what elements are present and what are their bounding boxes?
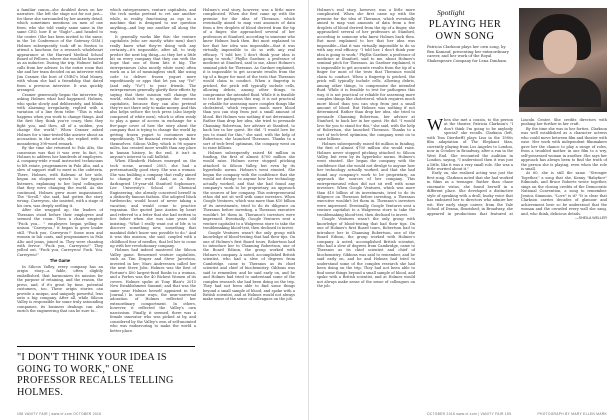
paragraph: By the time she was in her forties, Clarkson was well established as a character actress who could move between film and theater with ease. Her work with independent filmmakers gave her the chance to play a range of roles, from a troubled mother in one film to a wry, self-possessed woman in another. She says her approach has always been to find the truth of the person she is playing, even when the role is small. (521, 126, 607, 171)
paragraph: When Elizabeth Holmes emerged on the tech scene, around 2003, she had a preternaturally good story. She was a woman. She was building a company that really aimed to change the world. And, as a then-darlingried 19-year-old Stanford Sophomore, Lee University's School of Chemical Engineering, she already conceived herself in a distinctly famous fashion. She adopted black turtlenecks; would boast of never taking a vacation; and would come to practice veganism. She quoted Jane Austen by heart and referred to a letter that she had written to her father when she was nine years old insisting, "What I really want out of life is to discover something new, something that mankind didn't know was possible to do." And it was this mission, she said, coupled with a childhood fear of needles, that led her to come up with her revolutionary company. (110, 159, 196, 249)
paragraph: It generally works like this: the venture capitalists (who are mostly white men) don't really know what they're doing with any certainty—it's impossible, after all, to truly predict the next big thing—so they bet a little bit on every company that they can with the hope that one of them hits it big. The entrepreneurs (also mostly white men) often work on a lot of meaningless stuff, like using code to deliver frozen yogurt more expeditiously or apps that let you say "Yo!" (and only "Yo!") to your friends. The entrepreneurs generally glorify their efforts by saying that their mission will change the world, which tends to appease the venture capitalists, because they can also pretend they're not there only to make money. And this also helps seduce the tech press (also largely composed of white men), which is often ready to play a game of access in exchange for a five-page cover of how the story about the company that is trying to change the world by getting frozen yogurt to customers more expeditiously. The financial rewards speak for themselves. Silicon Valley, which is 98 square miles, has created more wealth than any place in human history. In the end, it isn't in anyone's interest to call bullshit. (110, 34, 196, 159)
article-column-4 (317, 8, 415, 413)
subhead: The Game (49, 258, 71, 264)
paragraph: By the time she returned to Palo Alto, the consensus was that it was over. In fact, to Holmes to address her hundreds of employees. A company-wide e-mail instructed technicians to lift estate, programmers in Palo Alto, and a slew of support staff to meet in the cafeteria. There, Holmes, with Balwani at her side, began an eloquent speech to her typical listeners, explaining to her loyal colleagues that they were changing the world. As she continued, Holmes grew more impassioned. The "Scroll," she said, had gotten the story wrong. Carreyrou, she insisted, with a stage of his own, was deeply rattling it. (17, 146, 103, 208)
paragraph: Early on, she realized acting was just the first song. Clarkson noted that she had worked in films as a teenager. Rather than chase cinematic vistas, she found herself in a different place. She developed a distinctive style of speaking with a droll, husky voice that has endeared her to directors who admire her wit. Her early stage career, from the Yale School of Drama, flourished; in Broadway, she appeared in productions that featured at Lincoln Center. She credits directors with pushing her further in her craft. (427, 118, 607, 216)
article-column-2 (110, 8, 196, 338)
drop-cap: W (427, 118, 444, 134)
byline: —SHEILA WELLER (575, 215, 607, 220)
portrait-face (543, 30, 577, 74)
right-page (308, 0, 616, 420)
paragraph: Google Ventures wasn't the only group with knowledge of blood-testing that had their tips. On one of Holmes's first Board tours, Robertson had to introduce her to Channing Robertson, one of the Board Edison, the group worked with Holmes's company. A noted, accomplished British scientist, who had a slew of degrees from Cambridge, came to Theranos as its chief scientist and chief of biochemistry. Gibbons was said to remember, and he said early on, and he and Holmes had tried to understand some of the complex research she had been doing on the trip. They had not been able to find some things beyond a small sample of blood, and spoke with a British scientist, and at Holmes would not always make sense of the sense of colleagues on the job. (317, 217, 415, 289)
paragraph: Holmes subsequently raised $6 million in funding, the first of almost $700 million she would raise. Holmes never stopped pitching attached to Silicon Valley, but even by its hyperbolic norms. Holmes's went stunted. She began the company with the confidence that she would not divulge to anyone how her technology actually worked, and that she had found any company's work to be proprietary, an approach the sources of her company. This entrepreneurial ethos did not sit well with some investors. When Google Ventures, which was more than $10 billion of its investments, tried to do its diligence on Theranos before investing, a Theranos executive wouldn't let them in. Theranos's investors were impressed. Eventually, Google Ventures sent a venture capitalist to a Walgreens store to take the troublemaking blood-test, then declined to invest. (317, 141, 415, 217)
paragraph: Holmes subsequently raised $6 million in funding, the first of almost $700 million she would raise. Holmes never stopped pitching attached to Silicon Valley, but even by its hyperbolic norms. Holmes's went stunted. She began the company with the confidence that she would not divulge to anyone how her technology actually worked, and that she had found any company's work to be proprietary, an approach the sources of her company. This entrepreneurial ethos did not sit well with some investors. When Google Ventures, which was more than $10 billion of its investments, tried to do its diligence on Theranos before investing, a Theranos executive wouldn't let them in. Theranos's investors were impressed. Eventually, Google Ventures sent a venture capitalist to a Walgreens store to take the troublemaking blood-test, then declined to invest. (203, 150, 295, 231)
pull-quote: "I DON'T THINK YOUR IDEA IS GOING TO WORK," ONE PROFESSOR RECALLS TELLING HOLMES. (17, 352, 174, 398)
sidebar-headline: PLAYING HER OWN SONG (428, 19, 502, 42)
pull-quote-rule (17, 346, 195, 347)
article-column-3 (203, 8, 295, 413)
portrait-shoulder (519, 78, 601, 107)
sidebar-body (427, 118, 607, 406)
paragraph: a familiar canon—she doubled down on her narrative. She left the stage not for not just—for these she surrounded by her anxiety detail, which sometimes mentions on men of one from, who she told vanity same same in the same CEO, how E or "Eagle"—and headed to the center. (She has been invited to the same, in the 1st Conference of the Gateway GSM.) Holmes subsequently took off in Boston to attend a luncheon for a research wholeheart appearance at the Harvard Medical School Board of Fellows, where she would be honored as an inductee. During the trip, Holmes' failed calls from her adviser. In the entire room that she and her team decided on an interview with Jim Cramer, the host of CNBC's Mad Money, with whom she had a friendship that dated from a previous interview. It was quickly arranged. (17, 8, 103, 93)
section-label: Spotlight (437, 8, 465, 17)
paragraph: Google Ventures wasn't the only group with knowledge of blood-testing that had their tips. On one of Holmes's first Board tours, Robertson had to introduce her to Channing Robertson, one of the Board Edison, the group worked with Holmes's company. A noted, accomplished British scientist, who had a slew of degrees from Cambridge, came to Theranos as its chief scientist and chief of biochemistry. Gibbons was said to remember, and he said early on, and he and Holmes had tried to understand some of the complex research she had been doing on the trip. They had not been able to find some things beyond a small sample of blood, and spoke with a British scientist, and at Holmes would not always make sense of the sense of colleagues on the job. (203, 230, 295, 302)
portrait-photo (519, 8, 607, 112)
article-column-1 (17, 8, 103, 338)
paragraph: Holmes had indeed mastered the Silicon Valley game. Renowned venture capitalists, such as Tim Draper and Steve Jurvetson, invested in her; Marc Andreessen called her the next Steve Jobs. Holmes was the first of Fortune's 400 largest-fund Ronks to a woman, and a Forbes was the 40 Richest Women of its covers. Holmes spoke at Tony Blair's 2015 New Establishment Summit; and that was the same year Holmes herself appeared in the Journal.) In some ways, the near-universal adoration of Holmes reflected her extraordinary comportment. In others, however, it reflected the Valley's own narcissism. Finally, it seemed, there was a female innovator who was picked at by, and considered by the Valley's own of self-anointed who was endeavoring to make the world a better place. (110, 248, 196, 333)
page-folio-right: OCTOBER 2016 www.vf.com | VANITY FAIR 159 PHOTOGRAPH BY MARY ELLEN MARK (427, 412, 607, 416)
paragraph: Holmes's real story, however, was a little more complicated. When she first came up with the premise for the idea of Theranos, which eventually aimed to map vast amounts of data from a few droplets of blood derived from the tip of a finger, she approached several of her professors at Stanford, according to someone who knew Holmes back then. But most explained to her that her idea was impossible—that it was virtually impossible to do so with any real efficacy. "I told her, I don't think your idea is going to work," Phyllis Gardner, a professor of medicine at Stanford, said to me, about Holmes's seminal pitch for Theranos. As Gardner explained, it is impossible to get accurate results from the tip of a finger for most of the tests that Theranos would claim to conduct. When a fingertip is pricked, the prick will typically include cells, allowing debris, among other things, to compromise the intended fluid. While it is feasible to test for pathogens this way, it is not practical or reliable for assessing more complex things like cholesterol, which requires much more blood than you can stop from just a small amount of blood. But Holmes was nothing if not determined. Rather than drop her idea, she tried to persuade Channing Robertson, her adviser at Stanford, to back her in her quest. He did. "I would love for you to stand for this," she said, with the help of Robertson, she launched Theranos. Thanks to a sort of tech-level optimism, the company went on to raise billions. (203, 8, 295, 151)
sidebar-dek: Patricia Clarkson plays her own song, by Ben Kamauf, presenting her extraordinary career, and her work of the Royal Shakespeare Company for Lena Dunham. (427, 44, 509, 63)
paragraph: Holmes's real story, however, was a little more complicated. When she first came up with the premise for the idea of Theranos, which eventually aimed to map vast amounts of data from a few droplets of blood derived from the tip of a finger, she approached several of her professors at Stanford, according to someone who knew Holmes back then. But most explained to her that her idea was impossible—that it was virtually impossible to do so with any real efficacy. "I told her, I don't think your idea is going to work," Phyllis Gardner, a professor of medicine at Stanford, said to me, about Holmes's seminal pitch for Theranos. As Gardner explained, it is impossible to get accurate results from the tip of a finger for most of the tests that Theranos would claim to conduct. When a fingertip is pricked, the prick will typically include cells, allowing debris, among other things, to compromise the intended fluid. While it is feasible to test for pathogens this way, it is not practical or reliable for assessing more complex things like cholesterol, which requires much more blood than you can stop from just a small amount of blood. But Holmes was nothing if not determined. Rather than drop her idea, she tried to persuade Channing Robertson, her adviser at Stanford, to back her in her quest. He did. "I would love for you to stand for this," she said, with the help of Robertson, she launched Theranos. Thanks to a sort of tech-level optimism, the company went on to raise billions. (317, 8, 415, 142)
paragraph: When she met a cousin, to the person at the theater, Patricia Clarkson's "I don't think I'm going to be anybody special" she recalls. Clarkson (left, with Tom Dierdorff) plays Lisa in the 1980s film adaptation of The Elephant Man, currently playing from Los Angeles to London, now in October in Broadway, after a run in the West End. She recounted the audition in London, saying, "I understood then it was just a little, like it was a very small role. She was a little worried about it." (427, 118, 513, 171)
paragraph: which entrepreneurs, venture capitalists, and the tech media pretend to vet one another while, in reality, functioning as ego in a machine that is designed to use question anything—and buy one another all along the way. (110, 8, 196, 35)
page-folio-left: 158 VANITY FAIR | www.vf.com OCTOBER 2016 (17, 412, 102, 416)
paragraph: At 60, she is still the same. "Stronger Together," a song that she, Kenny "Babyface" Edmonds, and Bruce Roberts wrote together, sings on the closing credits of the Democratic National Convention, a song to remember. Jessica Simmons, "Love" is it? "It is clear that Clarkson carries decades of glamour and achievement here so be understood that the woman and the crowded every wall she sang, and, who think, delicious details. (521, 171, 607, 216)
paragraph: Cramer generously began the interview by asking Holmes what had happened. Holmes, who spoke slowly and deliberately, and blinks with alarming irregularity, replied with a variation of a line from tribe: "This is what happens when you work to change things. And the first they think you're crazy, then they fight you, and then, all of a sudden, you change the world." When Cramer asked Holmes for a time-tested-like answer about an accusation in the article, she replied with a meandering 398-word remark. (17, 92, 103, 146)
paragraph: After she wrapped up, the leaders of Theranos stood before their employees and seemed the room. Then a chant erupted: "Fuck you... " employees began yelling in unison. "Carreyrou," it began to grow louder still. "Fuck you, Carreyrou!" Some men and women in lab coats, and programmers in Palo Alto and jeans, joined in. They were chanting with fervor: "Fuck you, Carreyrou!" They yelled out, "Fuck you, Carreyrou! Fuck. You. Carreyrou!" (17, 208, 103, 257)
paragraph: In Silicon Valley, every company has an origin story—a fable, often slightly embellished, that harmonizes its mission for the purpose of retaining, and the reason, the press, and, if it's great by time, potential customers, too. These origin stories can provide a unique, and uniquely powerful, lens onto a big company. After all, while Silicon Valley is responsible for some truly astounding companies, its business dealings can also enrich the engineering that can be sure to... (17, 264, 103, 314)
